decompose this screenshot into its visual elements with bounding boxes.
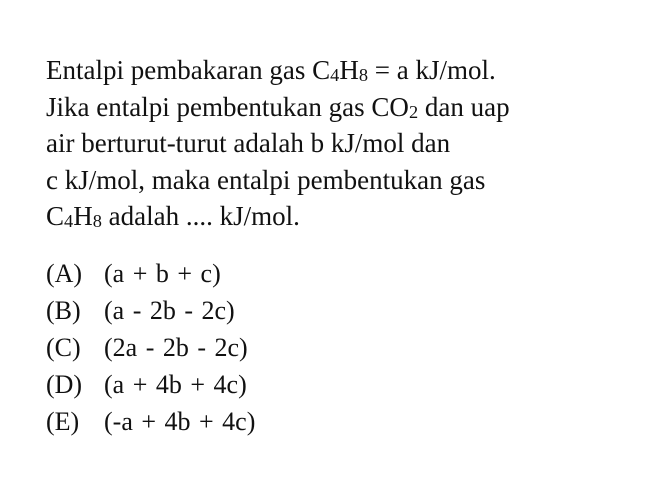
formula-subscript: 4 [330, 65, 340, 86]
question-text-segment: dan uap [418, 91, 510, 122]
answer-options [46, 255, 255, 440]
formula-element: H [73, 201, 93, 231]
option-expression: (2a - 2b - 2c) [104, 333, 248, 362]
question-line-2 [46, 89, 646, 126]
question-text-segment: Entalpi pembakaran gas [46, 55, 313, 85]
question-line-4: c kJ/mol, maka entalpi pembentukan gas [46, 164, 486, 195]
formula-element: H [339, 55, 359, 85]
option-label: (C) [46, 333, 81, 362]
formula-element: CO [371, 91, 409, 122]
option-c[interactable] [46, 329, 255, 366]
carbon-dioxide-formula [371, 92, 418, 122]
option-d[interactable] [46, 366, 255, 403]
option-b[interactable] [46, 292, 255, 329]
formula-element: C [46, 201, 65, 231]
option-expression: (a + 4b + 4c) [104, 370, 247, 399]
question-text-segment: adalah .... kJ/mol. [101, 201, 300, 231]
option-expression: (a - 2b - 2c) [104, 296, 235, 325]
question-line-3: air berturut-turut adalah b kJ/mol dan [46, 128, 451, 158]
option-label: (E) [46, 407, 80, 436]
option-expression: (a + b + c) [104, 259, 221, 288]
butene-formula [312, 55, 368, 85]
option-expression: (-a + 4b + 4c) [104, 407, 256, 436]
question-line-5 [46, 198, 646, 235]
question-text-segment: Jika entalpi pembentukan gas [46, 91, 372, 122]
formula-subscript: 2 [408, 101, 419, 122]
question-text-segment: = a kJ/mol. [368, 55, 496, 85]
formula-element: C [312, 55, 331, 85]
formula-subscript: 8 [92, 211, 102, 232]
question-text [46, 52, 646, 235]
option-label: (D) [46, 370, 83, 399]
option-label: (B) [46, 296, 81, 325]
option-label: (A) [46, 259, 83, 288]
question-line-1 [46, 52, 646, 89]
formula-subscript: 4 [64, 211, 74, 232]
formula-subscript: 8 [358, 65, 369, 86]
butene-formula [46, 201, 102, 231]
option-e[interactable] [46, 403, 255, 440]
option-a[interactable] [46, 255, 255, 292]
